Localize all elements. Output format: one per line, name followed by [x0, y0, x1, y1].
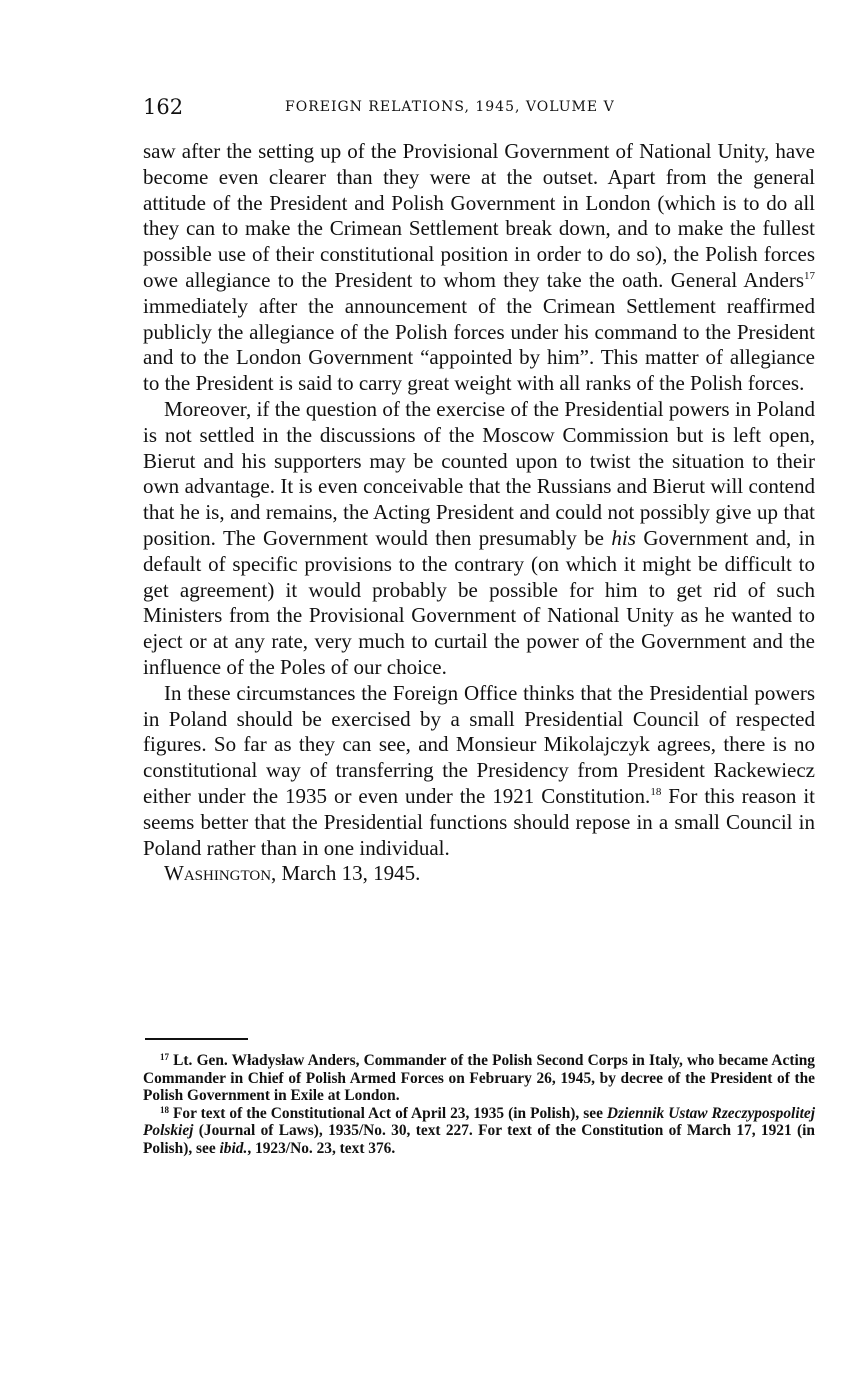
paragraph-3-text-b: For this reason it seems better that the Presidential functions should repose in a small Council in Poland rather than in one individual.: [143, 783, 815, 860]
footnote-18-text-a: For text of the Constitutional Act of April 23, 1935 (in Polish), see: [169, 1104, 607, 1122]
footnote-18: [143, 1105, 815, 1158]
body-text: [143, 139, 815, 887]
footnotes: [143, 1052, 815, 1158]
running-head: [143, 95, 815, 125]
footnote-17: [143, 1052, 815, 1105]
footnote-18-text-b: (Journal of Laws), 1935/No. 30, text 227. For text of the Constitution of March 17, 1921 (in Polish), see: [143, 1122, 815, 1157]
footnote-18-text-c: , 1923/No. 23, text 376.: [247, 1139, 396, 1157]
paragraph-3: [143, 681, 815, 862]
paragraph-2-text-b: Government and, in default of specific provisions to the contrary (on which it might be difficult to get agreement) it would probably be possible for him to get rid of such Ministers from the Provisional Government of National Unity as he wanted to eject or at any rate, very much to curtail the power of the Government and the influence of the Poles of our choice.: [143, 525, 815, 679]
paragraph-1: [143, 139, 815, 397]
footnote-18-mark: 18: [160, 1104, 169, 1115]
page-number: 162: [143, 95, 184, 119]
paragraph-2-text-a: Moreover, if the question of the exercise of the Presidential powers in Poland is not settled in the discussions of the Moscow Commission but is left open, Bierut and his supporters may be counted upon to twist the situation to their own advantage. It is even conceivable that the Russians and Bierut will contend that he is, and remains, the Acting President and could not possibly give up that position. The Government would then presumably be: [143, 396, 815, 550]
paragraph-2: [143, 397, 815, 681]
footnote-17-mark: 17: [160, 1052, 169, 1062]
dateline-place: Washington: [164, 861, 272, 886]
paragraph-3-text-a: In these circumstances the Foreign Office thinks that the Presidential powers in Poland should be exercised by a small Presidential Council of respected figures. So far as they can see, and Monsieur Mikolajczyk agrees, there is no constitutional way of transferring the Presidency from President Rackewiecz either under the 1935 or even under the 1921 Constitution.: [143, 680, 815, 808]
footnote-18-journal-title: Dziennik Ustaw Rzeczypospolitej Polskiej: [143, 1104, 815, 1140]
footnote-ref-18[interactable]: 18: [650, 785, 662, 798]
paragraph-1-text-b: immediately after the announcement of the Crimean Settlement reaffirmed publicly the allegiance of the Polish forces under his command to the President and to the London Government “appointed by him”. This matter of allegiance to the President is said to carry great weight with all ranks of the Polish forces.: [143, 293, 815, 396]
footnote-17-text: Lt. Gen. Władysław Anders, Commander of the Polish Second Corps in Italy, who became Acting Commander in Chief of Polish Armed Forces on February 26, 1945, by decree of the President of the Polish Government in Exile at London.: [143, 1052, 815, 1105]
dateline-date: , March 13, 1945.: [271, 861, 421, 886]
paragraph-2-emphasis: his: [611, 525, 636, 550]
dateline: [143, 861, 815, 887]
paragraph-1-text-a: saw after the setting up of the Provisional Government of National Unity, have become even clearer than they were at the outset. Apart from the general attitude of the President and Polish Government in London (which is to do all they can to make the Crimean Settlement break down, and to make the fullest possible use of their constitutional position in order to do so), the Polish forces owe allegiance to the President to whom they take the oath. General Anders: [143, 139, 815, 292]
footnote-18-ibid: ibid.: [219, 1139, 248, 1157]
footnote-divider: [145, 1038, 248, 1040]
running-title: FOREIGN RELATIONS, 1945, VOLUME V: [285, 99, 615, 115]
footnote-ref-17[interactable]: 17: [804, 269, 815, 282]
